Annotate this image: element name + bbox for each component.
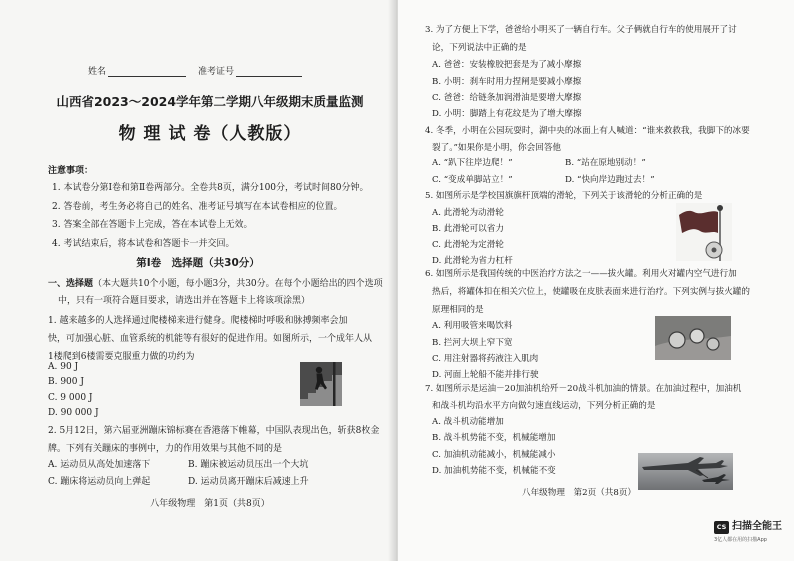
option-d: D. 小明：脚踏上有花纹是为了增大摩擦 bbox=[432, 109, 582, 119]
option-c: C. “变成单脚站立！” bbox=[432, 175, 513, 185]
question-text-line: 原理相同的是 bbox=[432, 305, 484, 315]
option-a: A. 此滑轮为动滑轮 bbox=[432, 208, 504, 218]
question-text-line: 裂了。”如果你是小明，你会回答他 bbox=[432, 143, 562, 153]
question-text-line: 5. 如图所示是学校国旗旗杆顶端的滑轮，下列关于该滑轮的分析正确的是 bbox=[425, 191, 703, 201]
option-d: D. 运动员离开蹦床后减速上升 bbox=[188, 477, 309, 487]
flag-pulley-photo bbox=[676, 203, 732, 261]
option-b: B. 拦河大坝上窄下宽 bbox=[432, 338, 513, 348]
option-b: B. 蹦床被运动员压出一个大坑 bbox=[188, 460, 309, 470]
option-a: A. “趴下往岸边爬！” bbox=[432, 158, 513, 168]
name-blank-line bbox=[108, 76, 186, 77]
name-label: 姓名 bbox=[88, 67, 107, 77]
option-b: B. 此滑轮可以省力 bbox=[432, 224, 504, 234]
sky-background bbox=[638, 453, 733, 490]
exam-title: 山西省2023～2024学年第二学期八年级期末质量监测 bbox=[56, 94, 364, 109]
option-d: D. 加油机势能不变，机械能不变 bbox=[432, 466, 556, 476]
option-a: A. 战斗机动能增加 bbox=[432, 417, 504, 427]
scanner-tagline: 3亿人都在用的扫描App bbox=[714, 537, 767, 543]
question-text-line: 2. 5月12日，第六届亚洲蹦床锦标赛在香港落下帷幕，中国队表现出色，斩获8枚金 bbox=[48, 426, 380, 436]
option-c: C. 用注射器将药液注入肌肉 bbox=[432, 354, 539, 364]
section-heading: 一、选择题 bbox=[48, 279, 94, 289]
scanner-app-name: 扫描全能王 bbox=[732, 521, 782, 532]
page-footer: 八年级物理 第2页（共8页） bbox=[521, 488, 637, 498]
notice-item: 4. 考试结束后，将本试卷和答题卡一并交回。 bbox=[52, 239, 235, 249]
option-d: D. 此滑轮为省力杠杆 bbox=[432, 256, 513, 266]
option-b: B. 900 J bbox=[48, 377, 84, 387]
notice-item: 2. 答卷前，考生务必将自己的姓名、准考证号填写在本试卷相应的位置。 bbox=[52, 202, 343, 212]
exam-id-label: 准考证号 bbox=[198, 67, 235, 77]
camscanner-logo-icon: CS bbox=[714, 521, 729, 534]
cupping-jar bbox=[669, 332, 685, 348]
scanner-watermark bbox=[712, 520, 792, 550]
notice-heading: 注意事项： bbox=[48, 166, 94, 176]
pulley-wheel bbox=[717, 205, 723, 211]
question-text-line: 3. 为了方便上下学，爸爸给小明买了一辆自行车。父子俩就自行车的使用展开了讨 bbox=[425, 25, 737, 35]
option-b: B. 小明：刹车时用力捏闸是要减小摩擦 bbox=[432, 77, 582, 87]
option-a: A. 利用吸管来喝饮料 bbox=[432, 321, 513, 331]
question-text-line: 4. 冬季，小明在公园玩耍时，湖中央的冰面上有人喊道：“谁来救救我，我脚下的冰要 bbox=[425, 126, 750, 136]
option-b: B. “站在原地别动！” bbox=[565, 158, 646, 168]
option-d: D. “快向岸边跑过去！” bbox=[565, 175, 655, 185]
section-line-1-text: （本大题共10个小题，每小题3分，共30分。在每个小题给出的四个选项 bbox=[93, 279, 383, 289]
option-a: A. 90 J bbox=[48, 362, 79, 372]
exam-page-1 bbox=[0, 0, 396, 561]
question-text-line: 和战斗机均沿水平方向做匀速直线运动，下列分析正确的是 bbox=[432, 401, 656, 411]
question-text-line: 牌。下列有关蹦床的事例中，力的作用效果与其他不同的是 bbox=[48, 444, 283, 454]
question-text-line: 6. 如图所示是我国传统的中医治疗方法之一——拔火罐。利用火对罐内空气进行加 bbox=[425, 269, 737, 279]
part-title: 第Ⅰ卷 选择题（共30分） bbox=[136, 257, 260, 269]
option-a: A. 运动员从高处加速落下 bbox=[48, 460, 151, 470]
question-text-line: 论，下列说法中正确的是 bbox=[432, 43, 527, 53]
pulley-axle bbox=[712, 248, 717, 253]
cupping-therapy-photo bbox=[655, 316, 731, 360]
option-c: C. 此滑轮为定滑轮 bbox=[432, 240, 504, 250]
cupping-jar bbox=[707, 338, 719, 350]
handrail bbox=[333, 362, 336, 406]
option-c: C. 爸爸：给链条加润滑油是要增大摩擦 bbox=[432, 93, 582, 103]
option-c: C. 蹦床将运动员向上弹起 bbox=[48, 477, 151, 487]
option-d: D. 河面上轮船不能并排行驶 bbox=[432, 370, 539, 380]
option-a: A. 爸爸：安装橡胶把套是为了减小摩擦 bbox=[432, 60, 582, 70]
option-b: B. 战斗机势能不变，机械能增加 bbox=[432, 433, 556, 443]
question-text-line: 1楼爬到6楼需要克服重力做的功约为 bbox=[48, 352, 195, 362]
question-text-line: 1. 越来越多的人选择通过爬楼梯来进行健身。爬楼梯时呼吸和脉搏频率会加 bbox=[48, 316, 348, 326]
option-c: C. 加油机动能减小，机械能减小 bbox=[432, 450, 556, 460]
page-footer: 八年级物理 第1页（共8页） bbox=[150, 499, 270, 509]
notice-item: 3. 答案全部在答题卡上完成，答在本试卷上无效。 bbox=[52, 220, 253, 230]
aerial-refueling-photo bbox=[638, 453, 733, 490]
cupping-jar bbox=[690, 329, 704, 343]
climber-head bbox=[316, 367, 322, 373]
option-c: C. 9 000 J bbox=[48, 393, 93, 403]
section-line-2: 中，只有一项符合题目要求，请选出并在答题卡上将该项涂黑） bbox=[58, 296, 311, 306]
exam-page-2 bbox=[398, 0, 794, 561]
section-line-1 bbox=[48, 280, 383, 289]
exam-id-blank-line bbox=[236, 76, 302, 77]
question-text-line: 热后，将罐体扣在相关穴位上，使罐吸在皮肤表面来进行治疗。下列实例与拔火罐的 bbox=[432, 287, 750, 297]
stair-climbing-photo bbox=[300, 362, 342, 406]
option-d: D. 90 000 J bbox=[48, 408, 99, 418]
exam-subtitle: 物 理 试 卷（人教版） bbox=[118, 124, 302, 144]
national-flag bbox=[679, 211, 718, 233]
question-text-line: 快，可加强心脏、血管系统的机能等有很好的促进作用。如图所示，一个成年人从 bbox=[48, 334, 373, 344]
question-text-line: 7. 如图所示是运油－20加油机给歼－20战斗机加油的情景。在加油过程中，加油机 bbox=[425, 384, 742, 394]
notice-item: 1. 本试卷分第Ⅰ卷和第Ⅱ卷两部分。全卷共8页，满分100分，考试时间80分钟。 bbox=[52, 183, 369, 193]
